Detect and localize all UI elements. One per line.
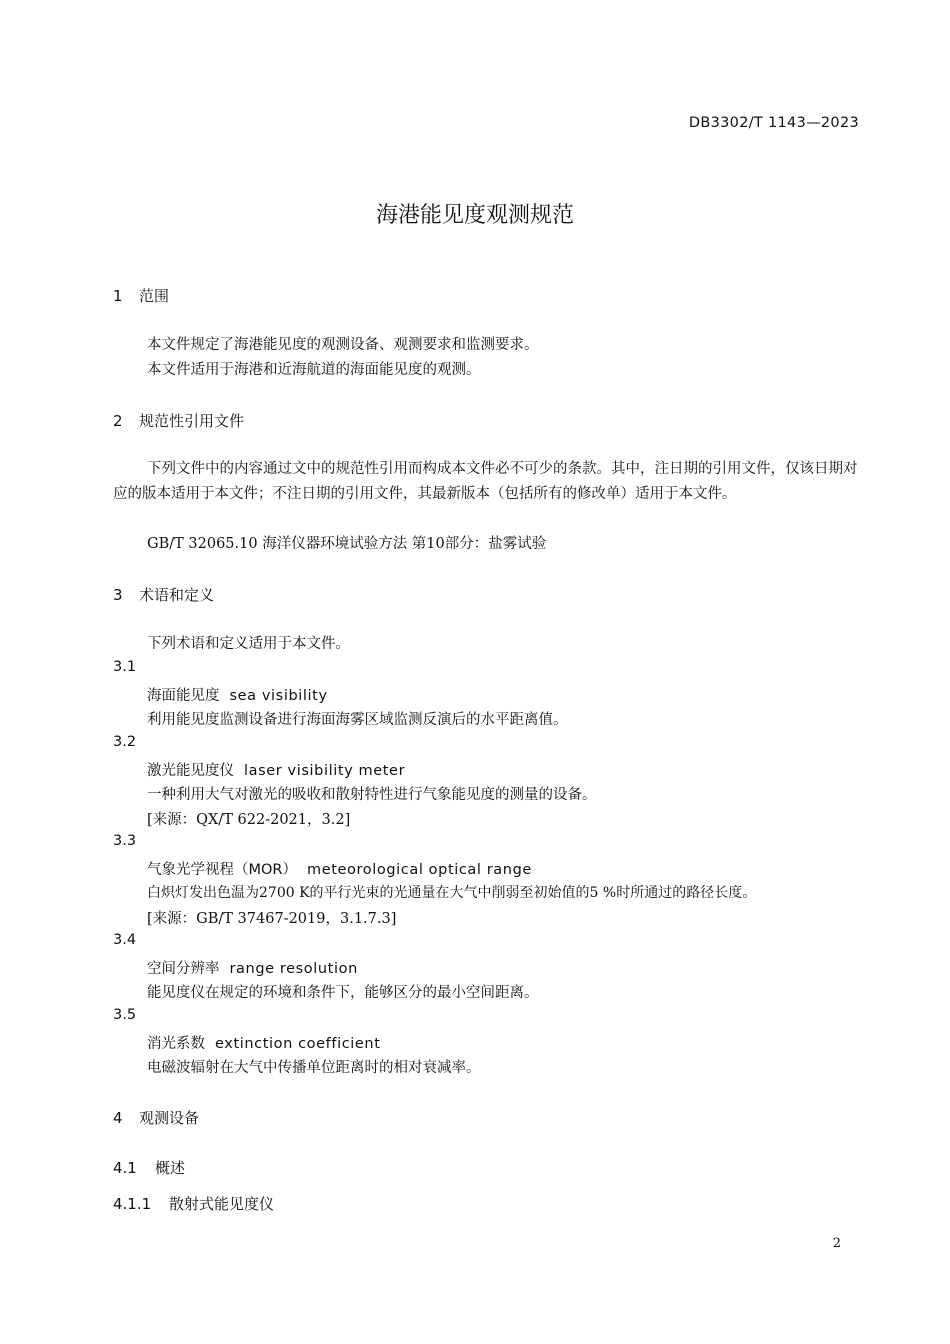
term-name-zh: 消光系数	[147, 1036, 205, 1052]
term-definition: 能见度仪在规定的环境和条件下，能够区分的最小空间距离。	[147, 985, 539, 1001]
paragraph: 下列术语和定义适用于本文件。	[147, 636, 350, 652]
section-3-heading	[113, 584, 214, 605]
subsection-4-1-1-heading	[113, 1193, 274, 1214]
term-name-zh: 海面能见度	[147, 688, 220, 704]
section-number: 1	[113, 287, 123, 305]
term-definition: 一种利用大气对激光的吸收和散射特性进行气象能见度的测量的设备。	[147, 787, 597, 803]
term-name-en: extinction coefficient	[215, 1036, 381, 1052]
subsection-title: 概述	[155, 1159, 186, 1177]
document-title: 海港能见度观测规范	[375, 203, 574, 228]
section-number: 4	[113, 1109, 123, 1127]
term-name-en: meteorological optical range	[307, 862, 532, 878]
paragraph: 本文件规定了海港能见度的观测设备、观测要求和监测要求。	[147, 337, 539, 353]
section-4-heading	[113, 1107, 199, 1128]
term-heading	[147, 684, 328, 705]
term-name-en: sea visibility	[229, 688, 328, 704]
term-number: 3.5	[113, 1007, 137, 1023]
section-number: 3	[113, 586, 123, 604]
term-heading	[147, 759, 405, 780]
term-number: 3.4	[113, 932, 137, 948]
section-number: 2	[113, 412, 123, 430]
subsection-number: 4.1.1	[113, 1195, 152, 1213]
term-name-en: laser visibility meter	[244, 763, 406, 779]
paragraph: 本文件适用于海港和近海航道的海面能见度的观测。	[147, 362, 481, 378]
term-source: [来源：QX/T 622-2021，3.2]	[147, 812, 351, 828]
term-number: 3.1	[113, 659, 137, 675]
subsection-number: 4.1	[113, 1159, 137, 1177]
normative-reference: GB/T 32065.10 海洋仪器环境试验方法 第10部分：盐雾试验	[147, 536, 547, 552]
term-name-zh: 气象光学视程（MOR）	[147, 862, 297, 878]
subsection-4-1-heading	[113, 1157, 185, 1178]
section-2-heading	[113, 410, 244, 431]
term-name-zh: 激光能见度仪	[147, 763, 234, 779]
section-title: 术语和定义	[139, 586, 215, 604]
term-name-en: range resolution	[229, 961, 358, 977]
term-name-zh: 空间分辨率	[147, 961, 220, 977]
section-title: 观测设备	[139, 1109, 200, 1127]
term-heading	[147, 858, 532, 879]
term-heading	[147, 1032, 381, 1053]
subsection-title: 散射式能见度仪	[169, 1195, 275, 1213]
section-title: 规范性引用文件	[139, 412, 245, 430]
term-heading	[147, 957, 358, 978]
section-title: 范围	[139, 287, 170, 305]
term-definition: 白炽灯发出色温为2700 K的平行光束的光通量在大气中削弱至初始值的5 %时所通过的路径长度。	[147, 885, 757, 901]
term-number: 3.2	[113, 734, 137, 750]
page-number: 2	[832, 1236, 841, 1251]
term-source: [来源：GB/T 37467-2019，3.1.7.3]	[147, 911, 397, 927]
paragraph: 下列文件中的内容通过文中的规范性引用而构成本文件必不可少的条款。其中，注日期的引用文件，仅该日期对应的版本适用于本文件；不注日期的引用文件，其最新版本（包括所有的修改单）适用于本文件。	[113, 461, 858, 502]
document-code: DB3302/T 1143—2023	[688, 115, 859, 131]
section-1-heading	[113, 285, 169, 306]
term-definition: 电磁波辐射在大气中传播单位距离时的相对衰减率。	[147, 1060, 481, 1076]
term-number: 3.3	[113, 833, 137, 849]
term-definition: 利用能见度监测设备进行海面海雾区域监测反演后的水平距离值。	[147, 712, 568, 728]
